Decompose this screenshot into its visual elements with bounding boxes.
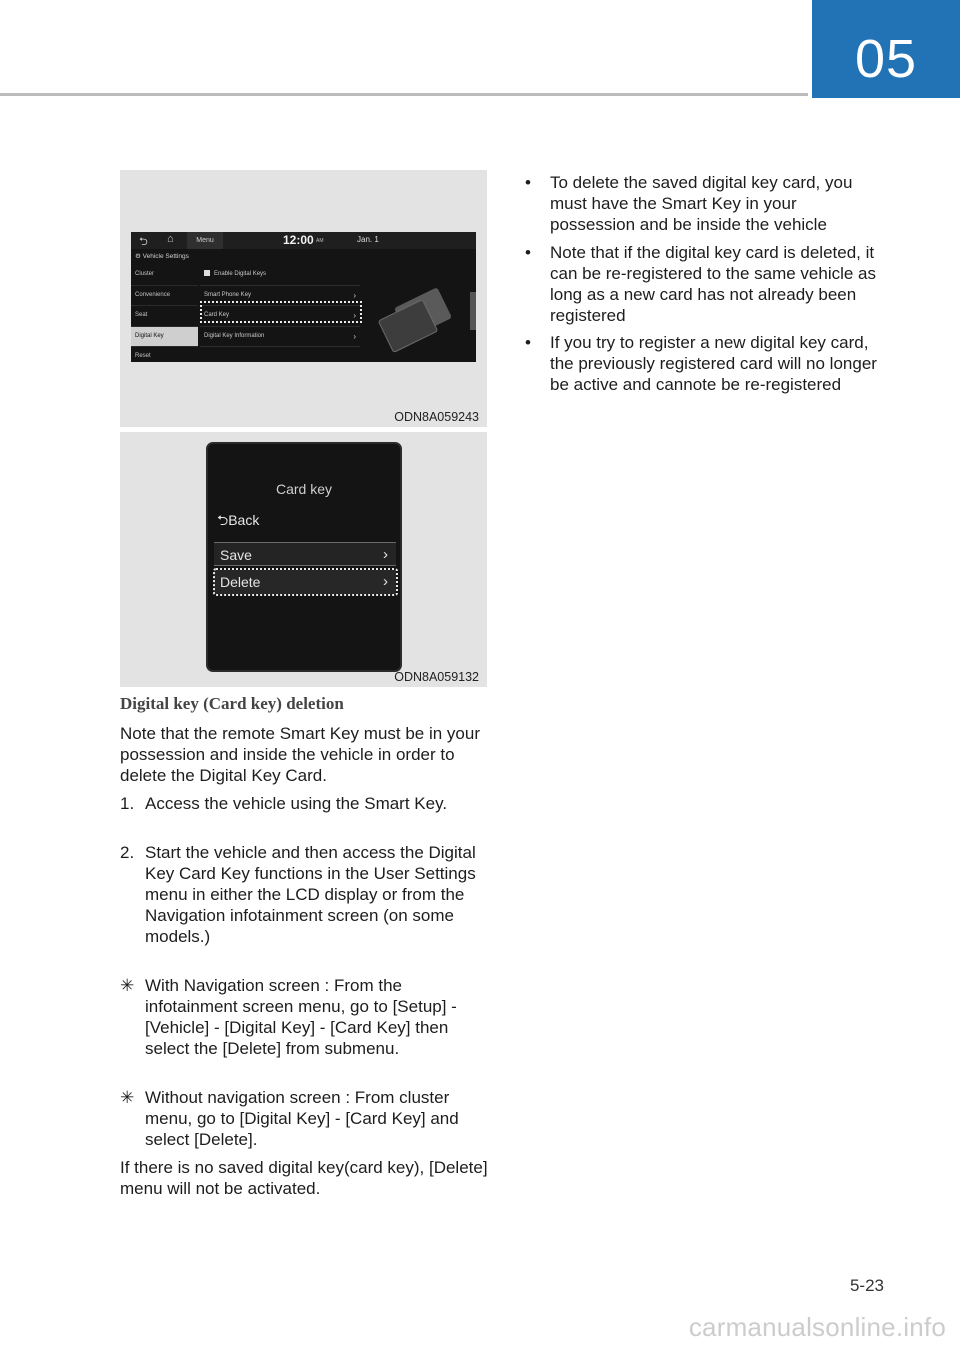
bullet-item xyxy=(525,172,885,235)
step-text: Access the vehicle using the Smart Key. xyxy=(145,794,448,813)
asterisk-icon: ✳ xyxy=(120,1088,135,1107)
step-number: 2. xyxy=(120,843,135,862)
bullet-text: Note that if the digital key card is deleted, it can be re-registered to the same vehicle as long as a new card has not already been registered xyxy=(550,243,877,325)
bullet-dot: • xyxy=(525,173,531,192)
side-item: Seat xyxy=(131,306,198,327)
list-item-key-info xyxy=(200,327,360,348)
chapter-tab: 05 xyxy=(812,0,960,98)
intro-paragraph: Note that the remote Smart Key must be in your possession and inside the vehicle in order to delete the Digital Key Card. xyxy=(120,724,480,785)
note-item xyxy=(120,1087,490,1150)
side-item: Reset xyxy=(131,347,198,362)
side-item: Convenience xyxy=(131,286,198,307)
step-item xyxy=(120,842,490,947)
bullet-dot: • xyxy=(525,243,531,262)
list-item-enable xyxy=(200,265,360,286)
chevron-right-icon: › xyxy=(353,290,356,300)
scroll-knob xyxy=(470,292,476,330)
chevron-right-icon: › xyxy=(383,573,388,590)
bullet-text: If you try to register a new digital key card, the previously registered card will no longer be active and cannote be re-registered xyxy=(550,333,877,394)
header-rule xyxy=(0,93,808,96)
list-item-label: Enable Digital Keys xyxy=(214,271,267,277)
note-item xyxy=(120,975,490,1059)
chevron-right-icon: › xyxy=(383,546,388,563)
cluster-save-label: Save xyxy=(220,547,252,563)
clock-time: 12:00 xyxy=(283,233,314,247)
back-arrow-icon: ⮌ xyxy=(217,512,229,528)
figure-cluster xyxy=(120,432,487,687)
note-text: Without navigation screen : From cluster menu, go to [Digital Key] - [Card Key] and select [Delete]. xyxy=(145,1088,459,1149)
asterisk-icon: ✳ xyxy=(120,976,135,995)
list-item-label: Smart Phone Key xyxy=(204,291,252,298)
screen-title xyxy=(135,250,472,263)
cluster-delete-label: Delete xyxy=(220,574,261,590)
chevron-right-icon: › xyxy=(353,331,356,341)
closing-paragraph: If there is no saved digital key(card key), [Delete] menu will not be activated. xyxy=(120,1158,488,1198)
side-item: Cluster xyxy=(131,265,198,286)
step-number: 1. xyxy=(120,794,135,813)
side-item-active: Digital Key xyxy=(131,327,198,348)
card-key-graphic xyxy=(369,292,451,350)
cluster-back xyxy=(217,510,259,534)
figure-caption: ODN8A059243 xyxy=(394,410,479,424)
side-menu xyxy=(131,265,198,362)
gear-icon: ⚙ xyxy=(135,253,141,260)
infotainment-screen xyxy=(131,232,476,362)
bullet-text: To delete the saved digital key card, you must have the Smart Key in your possession and be inside the vehicle xyxy=(550,173,853,234)
delete-highlight xyxy=(213,568,398,596)
watermark: carmanualsonline.info xyxy=(688,1312,946,1342)
section-title: Digital key (Card key) deletion xyxy=(120,694,344,713)
cluster-title: Card key xyxy=(275,481,333,497)
list-item-label: Digital Key Information xyxy=(204,332,265,339)
bullet-item xyxy=(525,242,885,326)
cluster-row-save xyxy=(214,542,396,566)
figure-caption: ODN8A059132 xyxy=(394,670,479,684)
back-icon: ⮌ xyxy=(139,236,148,248)
list-item-label: Card Key xyxy=(204,312,230,318)
clock-ampm: AM xyxy=(316,238,324,244)
cluster-screen xyxy=(206,442,402,672)
step-text: Start the vehicle and then access the Digital Key Card Key functions in the User Settings menu in either the LCD display or from the Navigation infotainment screen (on some models.) xyxy=(145,843,476,946)
clock-date: Jan. 1 xyxy=(357,235,379,244)
menu-button: Menu xyxy=(187,232,223,249)
bullet-dot: • xyxy=(525,333,531,352)
card-key-highlight xyxy=(200,301,362,323)
step-item xyxy=(120,793,490,814)
page-number: 5-23 xyxy=(849,1276,884,1295)
note-text: With Navigation screen : From the infotainment screen menu, go to [Setup] - [Vehicle] - [Digital Key] - [Card Key] then select the [Delete] from submenu. xyxy=(145,976,457,1058)
checkbox-icon xyxy=(204,270,210,276)
cluster-back-label: Back xyxy=(228,512,260,528)
home-icon: ⌂ xyxy=(167,233,174,245)
screen-title-text: Vehicle Settings xyxy=(142,253,189,260)
chevron-right-icon: › xyxy=(353,311,356,320)
topbar xyxy=(131,232,476,249)
figure-infotainment xyxy=(120,170,487,427)
bullet-item xyxy=(525,332,885,395)
